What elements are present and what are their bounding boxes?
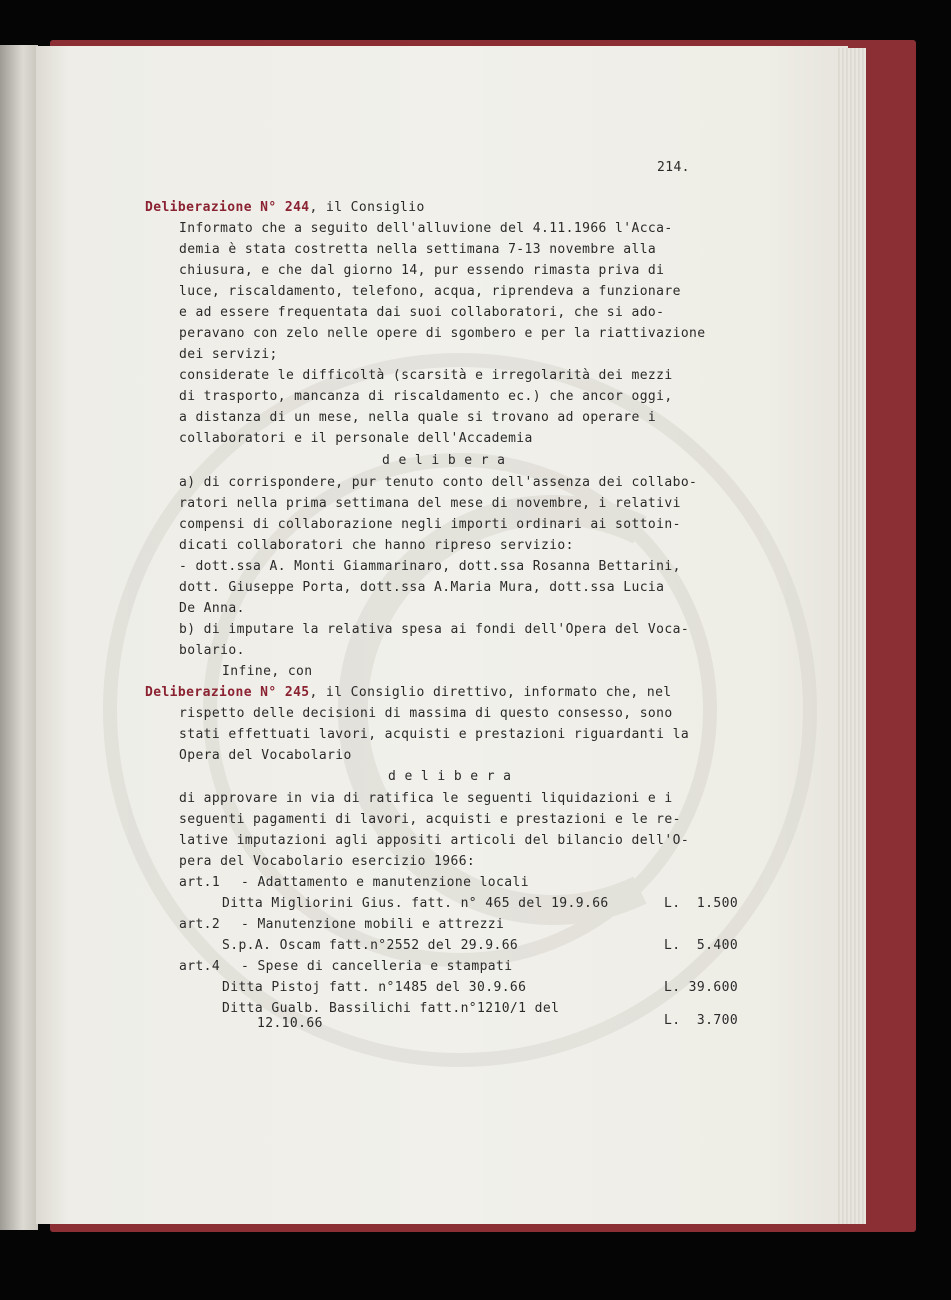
- invoice-line: Ditta Pistoj fatt. n°1485 del 30.9.66: [222, 980, 527, 995]
- delib-244-line: chiusura, e che dal giorno 14, pur essendo rimasta priva di: [179, 263, 665, 278]
- delib-245-line2: di approvare in via di ratifica le seguenti liquidazioni e i: [179, 791, 673, 806]
- article-title: - Adattamento e manutenzione locali: [241, 875, 529, 890]
- delib-244-line: Informato che a seguito dell'alluvione del 4.11.1966 l'Acca-: [179, 221, 673, 236]
- invoice-amount: L. 5.400: [664, 938, 739, 953]
- invoice-line-cont: 12.10.66: [257, 1016, 323, 1031]
- delib-245-line: Opera del Vocabolario: [179, 748, 352, 763]
- delib-244-line2: - dott.ssa A. Monti Giammarinaro, dott.ssa Rosanna Bettarini,: [179, 559, 681, 574]
- invoice-amount: L. 3.700: [664, 1013, 739, 1028]
- invoice-line: Ditta Migliorini Gius. fatt. n° 465 del 19.9.66: [222, 896, 609, 911]
- delib-244-line2: De Anna.: [179, 601, 245, 616]
- delib-244-line: demia è stata costretta nella settimana 7-13 novembre alla: [179, 242, 657, 257]
- delib-245-heading: Deliberazione N° 245: [145, 685, 310, 700]
- delib-244-line2: b) di imputare la relativa spesa ai fondi dell'Opera del Voca-: [179, 622, 690, 637]
- delib-245-delibera: d e l i b e r a: [388, 769, 512, 784]
- delib-245-heading-line: [145, 685, 672, 701]
- article-number: art.4: [179, 959, 221, 974]
- article-number: art.1: [179, 875, 221, 890]
- delib-244-delibera: d e l i b e r a: [382, 453, 506, 468]
- delib-244-line2: a) di corrispondere, pur tenuto conto dell'assenza dei collabo-: [179, 475, 698, 490]
- article-title: - Manutenzione mobili e attrezzi: [241, 917, 505, 932]
- delib-244-line: dei servizi;: [179, 347, 278, 362]
- invoice-line: Ditta Gualb. Bassilichi fatt.n°1210/1 del: [222, 1001, 560, 1016]
- delib-244-line: e ad essere frequentata dai suoi collaboratori, che si ado-: [179, 305, 665, 320]
- delib-244-line2: bolario.: [179, 643, 245, 658]
- delib-244-line2: ratori nella prima settimana del mese di novembre, i relativi: [179, 496, 681, 511]
- delib-245-heading-rest: , il Consiglio direttivo, informato che, nel: [309, 685, 672, 700]
- delib-245-line2: pera del Vocabolario esercizio 1966:: [179, 854, 476, 869]
- delib-245-line: stati effettuati lavori, acquisti e prestazioni riguardanti la: [179, 727, 690, 742]
- delib-244-line: collaboratori e il personale dell'Accademia: [179, 431, 533, 446]
- page-number: 214.: [657, 160, 690, 175]
- delib-244-heading: Deliberazione N° 244: [145, 200, 310, 215]
- invoice-amount: L. 1.500: [664, 896, 739, 911]
- delib-244-line2: compensi di collaborazione negli importi ordinari ai sottoin-: [179, 517, 681, 532]
- delib-245-line2: seguenti pagamenti di lavori, acquisti e prestazioni e le re-: [179, 812, 681, 827]
- delib-244-line2: dicati collaboratori che hanno ripreso servizio:: [179, 538, 574, 553]
- delib-244-heading-rest: , il Consiglio: [309, 200, 425, 215]
- infine-line: Infine, con: [222, 664, 313, 679]
- delib-244-line: considerate le difficoltà (scarsità e irregolarità dei mezzi: [179, 368, 673, 383]
- article-title: - Spese di cancelleria e stampati: [241, 959, 513, 974]
- delib-244-line: luce, riscaldamento, telefono, acqua, riprendeva a funzionare: [179, 284, 681, 299]
- delib-244-line: peravano con zelo nelle opere di sgombero e per la riattivazione: [179, 326, 706, 341]
- invoice-amount: L. 39.600: [664, 980, 739, 995]
- invoice-line: S.p.A. Oscam fatt.n°2552 del 29.9.66: [222, 938, 519, 953]
- delib-244-line2: dott. Giuseppe Porta, dott.ssa A.Maria Mura, dott.ssa Lucia: [179, 580, 665, 595]
- delib-244-line: a distanza di un mese, nella quale si trovano ad operare i: [179, 410, 657, 425]
- delib-245-line2: lative imputazioni agli appositi articoli del bilancio dell'O-: [179, 833, 690, 848]
- delib-245-line: rispetto delle decisioni di massima di questo consesso, sono: [179, 706, 673, 721]
- article-number: art.2: [179, 917, 221, 932]
- delib-244-line: di trasporto, mancanza di riscaldamento ec.) che ancor oggi,: [179, 389, 673, 404]
- delib-244-heading-line: [145, 200, 425, 216]
